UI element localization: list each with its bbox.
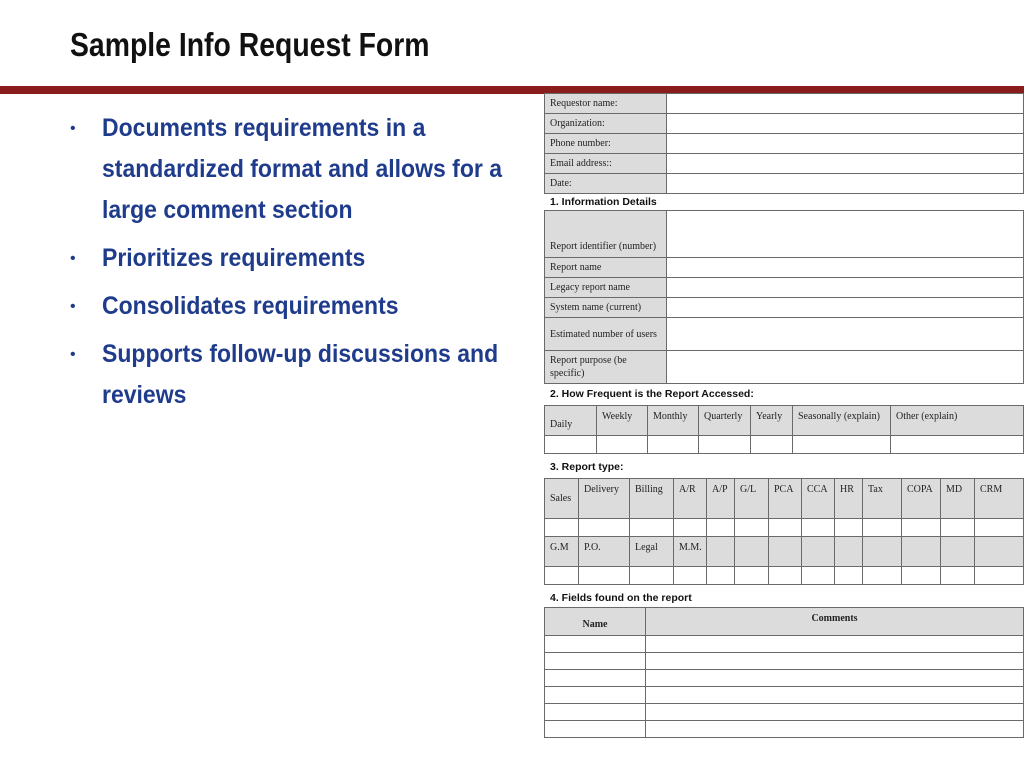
frequency-seasonally-cell[interactable] (793, 436, 891, 454)
report-type-cell[interactable] (707, 519, 735, 537)
legacy-report-name-field[interactable] (667, 278, 1024, 298)
report-type-blank-header (863, 537, 902, 567)
report-type-delivery-header: Delivery (579, 479, 630, 519)
fields-name-cell[interactable] (545, 636, 646, 653)
frequency-monthly-cell[interactable] (648, 436, 699, 454)
report-type-blank-header (769, 537, 802, 567)
date-label: Date: (545, 174, 667, 194)
date-field[interactable] (667, 174, 1024, 194)
report-type-cell[interactable] (630, 567, 674, 585)
report-name-field[interactable] (667, 258, 1024, 278)
report-type-sales-header: Sales (545, 479, 579, 519)
frequency-seasonally-header: Seasonally (explain) (793, 406, 891, 436)
report-type-legal-header: Legal (630, 537, 674, 567)
report-type-copa-header: COPA (902, 479, 941, 519)
system-name-field[interactable] (667, 298, 1024, 318)
report-type-billing-header: Billing (630, 479, 674, 519)
report-type-cell[interactable] (863, 519, 902, 537)
fields-comments-header: Comments (646, 608, 1024, 636)
report-type-blank-header (835, 537, 863, 567)
report-type-cell[interactable] (802, 519, 835, 537)
report-type-cell[interactable] (835, 519, 863, 537)
report-type-hr-header: HR (835, 479, 863, 519)
fields-comments-cell[interactable] (646, 704, 1024, 721)
report-type-blank-header (735, 537, 769, 567)
report-type-cell[interactable] (735, 519, 769, 537)
report-type-blank-header (941, 537, 975, 567)
phone-number-field[interactable] (667, 134, 1024, 154)
fields-comments-cell[interactable] (646, 636, 1024, 653)
report-type-cell[interactable] (769, 519, 802, 537)
report-type-cell[interactable] (545, 519, 579, 537)
report-type-cell[interactable] (975, 567, 1024, 585)
legacy-report-name-label: Legacy report name (545, 278, 667, 298)
bullet-list (70, 108, 530, 423)
bullet-icon: • (70, 250, 76, 267)
report-type-cell[interactable] (674, 567, 707, 585)
report-type-mm-header: M.M. (674, 537, 707, 567)
report-type-cell[interactable] (674, 519, 707, 537)
requestor-name-field[interactable] (667, 94, 1024, 114)
report-type-blank-header (802, 537, 835, 567)
section-heading-report-type: 3. Report type: (550, 461, 624, 473)
frequency-other-header: Other (explain) (891, 406, 1024, 436)
frequency-quarterly-cell[interactable] (699, 436, 751, 454)
frequency-daily-cell[interactable] (545, 436, 597, 454)
frequency-weekly-header: Weekly (597, 406, 648, 436)
frequency-quarterly-header: Quarterly (699, 406, 751, 436)
contact-table (544, 93, 1024, 194)
report-type-cell[interactable] (941, 519, 975, 537)
report-purpose-label: Report purpose (be specific) (545, 351, 667, 384)
report-type-cca-header: CCA (802, 479, 835, 519)
fields-comments-cell[interactable] (646, 670, 1024, 687)
report-type-cell[interactable] (735, 567, 769, 585)
frequency-yearly-cell[interactable] (751, 436, 793, 454)
report-type-cell[interactable] (579, 567, 630, 585)
report-type-cell[interactable] (835, 567, 863, 585)
bullet-icon: • (70, 120, 76, 137)
report-identifier-field[interactable] (667, 211, 1024, 258)
fields-name-cell[interactable] (545, 704, 646, 721)
report-type-ap-header: A/P (707, 479, 735, 519)
phone-number-label: Phone number: (545, 134, 667, 154)
frequency-yearly-header: Yearly (751, 406, 793, 436)
requestor-name-label: Requestor name: (545, 94, 667, 114)
estimated-users-label: Estimated number of users (545, 318, 667, 351)
system-name-label: System name (current) (545, 298, 667, 318)
information-details-table (544, 210, 1024, 384)
fields-name-header: Name (545, 608, 646, 636)
report-type-cell[interactable] (863, 567, 902, 585)
frequency-other-cell[interactable] (891, 436, 1024, 454)
fields-name-cell[interactable] (545, 687, 646, 704)
frequency-table (544, 405, 1024, 454)
estimated-users-field[interactable] (667, 318, 1024, 351)
report-type-md-header: MD (941, 479, 975, 519)
report-type-cell[interactable] (941, 567, 975, 585)
page-title: Sample Info Request Form (70, 26, 430, 63)
section-heading-fields: 4. Fields found on the report (550, 592, 692, 604)
frequency-weekly-cell[interactable] (597, 436, 648, 454)
report-type-blank-header (902, 537, 941, 567)
fields-name-cell[interactable] (545, 670, 646, 687)
report-type-ar-header: A/R (674, 479, 707, 519)
report-type-blank-header (975, 537, 1024, 567)
section-heading-information-details: 1. Information Details (550, 196, 657, 208)
fields-name-cell[interactable] (545, 653, 646, 670)
fields-comments-cell[interactable] (646, 653, 1024, 670)
report-type-cell[interactable] (802, 567, 835, 585)
report-type-cell[interactable] (902, 519, 941, 537)
fields-comments-cell[interactable] (646, 687, 1024, 704)
bullet-item: • Consolidates requirements (70, 286, 530, 327)
email-address-label: Email address:: (545, 154, 667, 174)
bullet-icon: • (70, 346, 76, 363)
report-type-gm-header: G.M (545, 537, 579, 567)
report-identifier-label: Report identifier (number) (545, 211, 667, 258)
report-type-blank-header (707, 537, 735, 567)
frequency-daily-header: Daily (545, 406, 597, 436)
fields-table (544, 607, 1024, 738)
report-type-cell[interactable] (630, 519, 674, 537)
report-type-pca-header: PCA (769, 479, 802, 519)
bullet-item: • Documents requirements in a standardized format and allows for a large comment section (70, 108, 530, 231)
bullet-icon: • (70, 298, 76, 315)
report-type-tax-header: Tax (863, 479, 902, 519)
report-type-cell[interactable] (707, 567, 735, 585)
report-type-cell[interactable] (975, 519, 1024, 537)
report-type-cell[interactable] (902, 567, 941, 585)
report-purpose-field[interactable] (667, 351, 1024, 384)
bullet-item: • Prioritizes requirements (70, 238, 530, 279)
report-type-cell[interactable] (579, 519, 630, 537)
report-type-table (544, 478, 1024, 585)
organization-label: Organization: (545, 114, 667, 134)
bullet-item: • Supports follow-up discussions and reviews (70, 334, 530, 416)
report-type-cell[interactable] (545, 567, 579, 585)
report-type-cell[interactable] (769, 567, 802, 585)
section-heading-frequency: 2. How Frequent is the Report Accessed: (550, 388, 754, 400)
report-type-crm-header: CRM (975, 479, 1024, 519)
report-type-gl-header: G/L (735, 479, 769, 519)
fields-name-cell[interactable] (545, 721, 646, 738)
email-address-field[interactable] (667, 154, 1024, 174)
report-type-po-header: P.O. (579, 537, 630, 567)
frequency-monthly-header: Monthly (648, 406, 699, 436)
fields-comments-cell[interactable] (646, 721, 1024, 738)
organization-field[interactable] (667, 114, 1024, 134)
report-name-label: Report name (545, 258, 667, 278)
info-request-form (544, 93, 1024, 738)
